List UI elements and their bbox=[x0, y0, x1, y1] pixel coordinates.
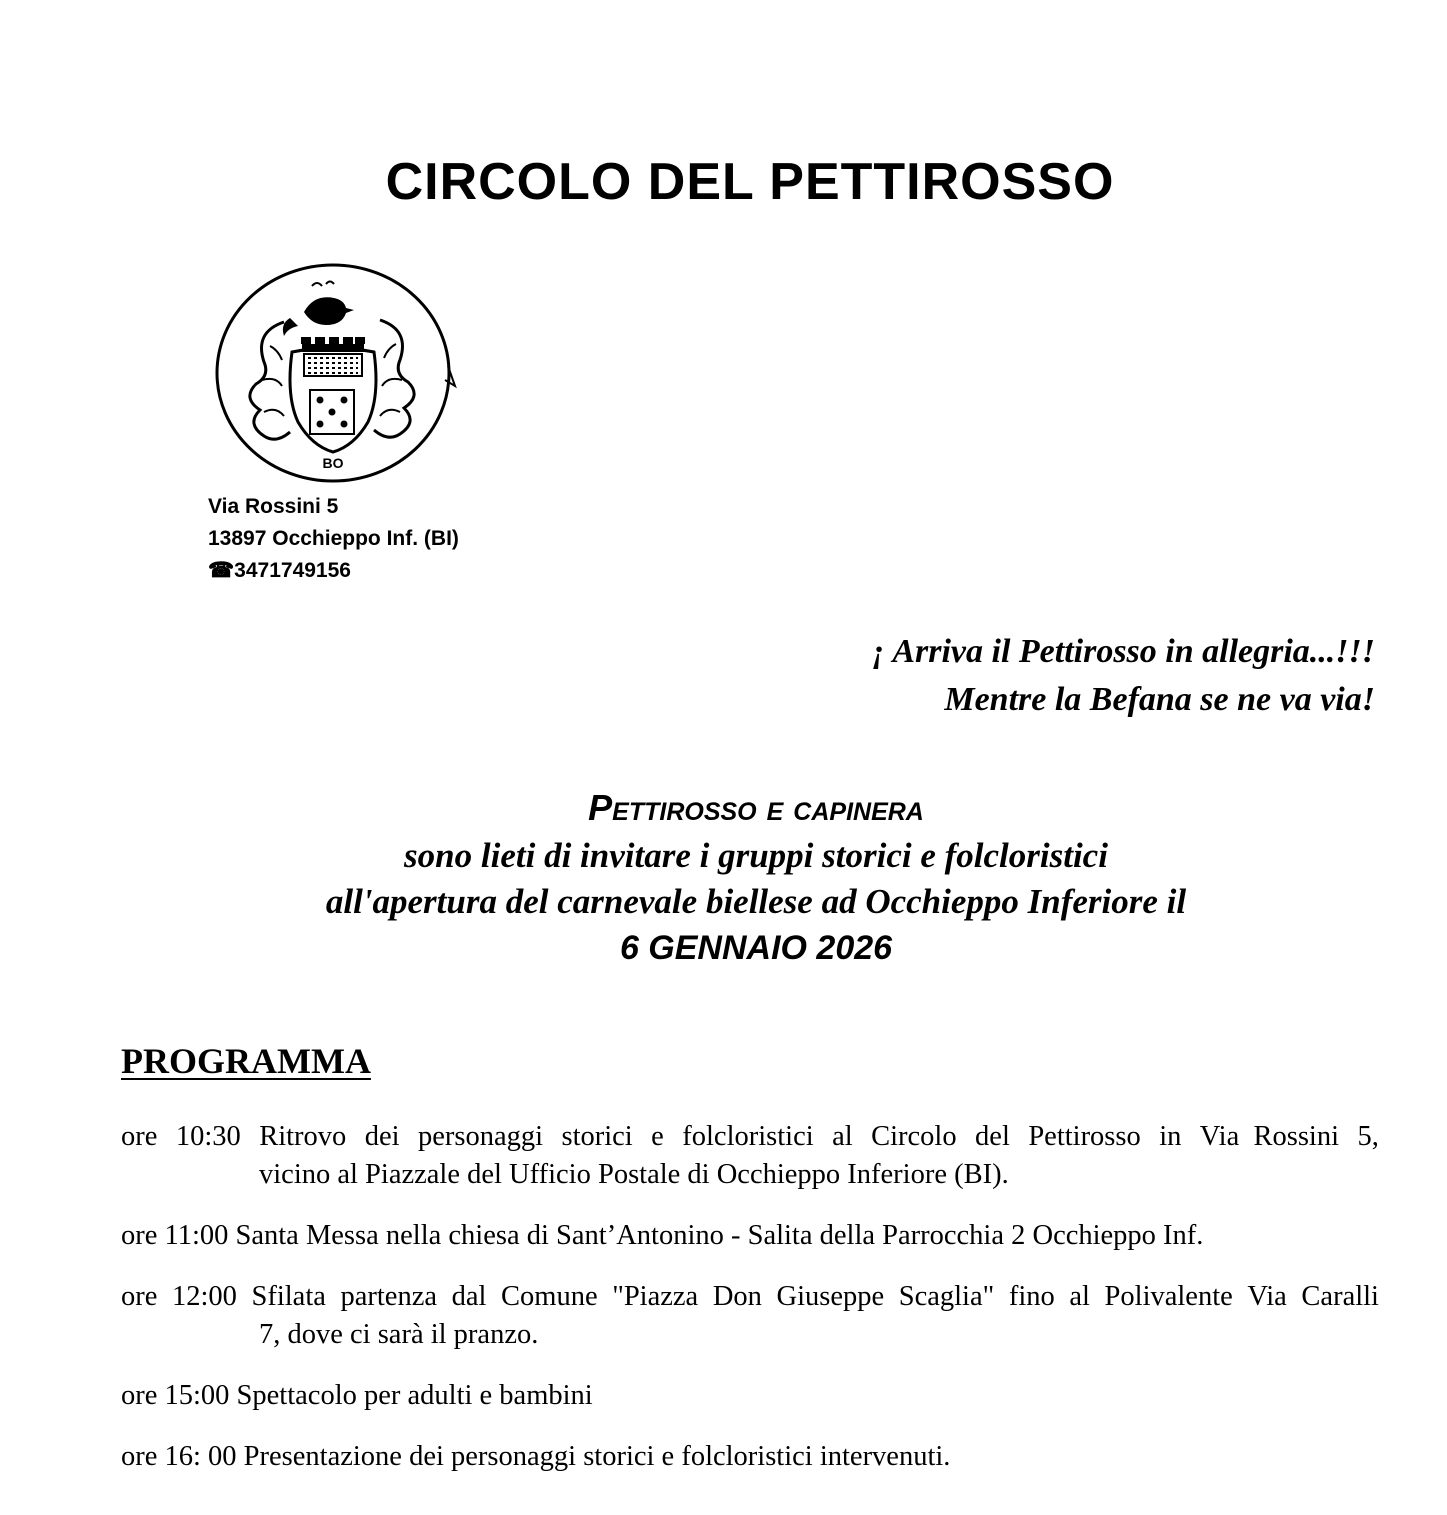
word: Circolo bbox=[871, 1121, 957, 1152]
address-phone bbox=[208, 555, 459, 587]
word: Scaglia" bbox=[898, 1281, 995, 1312]
invitation-line-2: all'apertura del carnevale biellese ad Occhieppo Inferiore il bbox=[325, 882, 1187, 921]
word: Via Rossini bbox=[1199, 1121, 1340, 1152]
motto-line-1: ¡ Arriva il Pettirosso in allegria...!!! bbox=[871, 633, 1375, 670]
invitation-line-1: sono lieti di invitare i gruppi storici e folcloristici bbox=[404, 836, 1108, 875]
word: Ritrovo bbox=[259, 1121, 347, 1152]
invitation-block bbox=[0, 783, 1447, 971]
page-title: CIRCOLO DEL PETTIROSSO bbox=[385, 153, 1115, 211]
program-item bbox=[121, 1377, 1379, 1415]
program-heading: PROGRAMMA bbox=[121, 1041, 371, 1081]
word: Sfilata bbox=[251, 1281, 326, 1312]
word: ore bbox=[121, 1281, 158, 1312]
phone-icon: ☎ bbox=[208, 559, 235, 582]
word: storici bbox=[561, 1121, 633, 1152]
program-item bbox=[121, 1118, 1379, 1194]
program-item bbox=[121, 1217, 1379, 1255]
word: Comune bbox=[501, 1281, 598, 1312]
program-item-line-1: ore 16: 00 Presentazione dei personaggi storici e folcloristici intervenuti. bbox=[121, 1441, 951, 1472]
word: 10:30 bbox=[175, 1121, 241, 1152]
word: Polivalente bbox=[1104, 1281, 1233, 1312]
program-list bbox=[121, 1118, 1379, 1499]
motto-line-2: Mentre la Befana se ne va via! bbox=[944, 681, 1375, 718]
word: Don bbox=[712, 1281, 762, 1312]
word: 5, bbox=[1357, 1121, 1379, 1152]
program-item bbox=[121, 1278, 1379, 1354]
word: dei bbox=[364, 1121, 400, 1152]
address-block bbox=[208, 491, 459, 587]
program-item-line-1 bbox=[121, 1278, 1379, 1316]
word: dal bbox=[451, 1281, 487, 1312]
logo-letters: BO bbox=[322, 455, 344, 471]
program-item bbox=[121, 1438, 1379, 1476]
word: folcloristici bbox=[682, 1121, 814, 1152]
word: Giuseppe bbox=[776, 1281, 885, 1312]
word: ore bbox=[121, 1121, 158, 1152]
word: 12:00 bbox=[171, 1281, 237, 1312]
word: "Piazza bbox=[612, 1281, 699, 1312]
word: e bbox=[651, 1121, 664, 1152]
program-item-line-2: vicino al Piazzale del Ufficio Postale di Occhieppo Inferiore (BI). bbox=[259, 1159, 1009, 1190]
phone-number: 3471749156 bbox=[234, 559, 351, 582]
word: al bbox=[832, 1121, 853, 1152]
word: fino bbox=[1008, 1281, 1055, 1312]
motto bbox=[872, 628, 1375, 724]
invitation-hosts: Pettirosso e capinera bbox=[588, 787, 924, 828]
program-item-line-1 bbox=[121, 1118, 1379, 1156]
program-item-line-1: ore 11:00 Santa Messa nella chiesa di Sant’Antonino - Salita della Parrocchia 2 Occhieppo Inf. bbox=[121, 1220, 1204, 1251]
address-street: Via Rossini 5 bbox=[208, 495, 339, 518]
program-item-line-2: 7, dove ci sarà il pranzo. bbox=[259, 1319, 539, 1350]
coat-of-arms-logo bbox=[212, 262, 462, 484]
program-item-line-1: ore 15:00 Spettacolo per adulti e bambini bbox=[121, 1380, 593, 1411]
word: in bbox=[1159, 1121, 1182, 1152]
word: al bbox=[1069, 1281, 1090, 1312]
event-date: 6 GENNAIO 2026 bbox=[619, 929, 893, 967]
address-city: 13897 Occhieppo Inf. (BI) bbox=[208, 527, 459, 550]
word: personaggi bbox=[417, 1121, 544, 1152]
word: Pettirosso bbox=[1028, 1121, 1141, 1152]
word: Caralli bbox=[1301, 1281, 1379, 1312]
word: del bbox=[975, 1121, 1010, 1152]
word: Via bbox=[1247, 1281, 1287, 1312]
word: partenza bbox=[340, 1281, 438, 1312]
